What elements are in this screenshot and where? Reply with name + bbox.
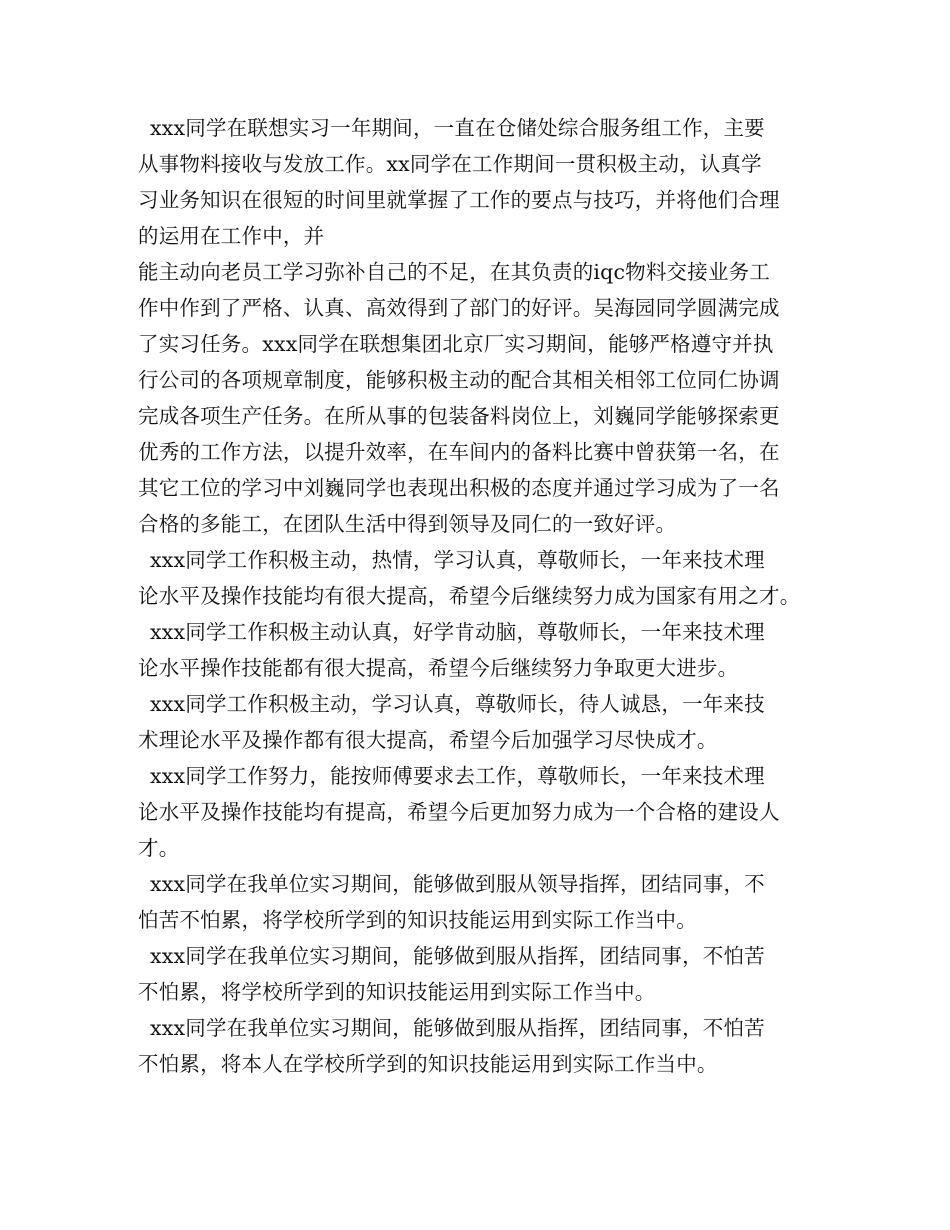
text-line: 行公司的各项规章制度，能够积极主动的配合其相关相邻工位同仁协调 [138, 368, 780, 392]
text-line: xxx同学工作努力，能按师傅要求去工作，尊敬师长，一年来技术理 [150, 764, 765, 788]
text-line: 才。 [138, 836, 180, 860]
text-line: 论水平操作技能都有很大提高，希望今后继续努力争取更大进步。 [138, 656, 739, 680]
text-line: xxx同学在我单位实习期间，能够做到服从指挥，团结同事，不怕苦 [150, 1016, 765, 1040]
paragraph-6 [138, 758, 828, 866]
paragraph-9 [138, 1010, 828, 1082]
text-line: xxx同学在我单位实习期间，能够做到服从指挥，团结同事，不怕苦 [150, 944, 765, 968]
text-line: 论水平及操作技能均有很大提高，希望今后继续努力成为国家有用之才。 [138, 584, 801, 608]
text-line: 怕苦不怕累，将学校所学到的知识技能运用到实际工作当中。 [138, 908, 697, 932]
paragraph-2 [138, 254, 828, 542]
text-line: 不怕累，将学校所学到的知识技能运用到实际工作当中。 [138, 980, 656, 1004]
paragraph-7 [138, 866, 828, 938]
text-line: xxx同学工作积极主动认真，好学肯动脑，尊敬师长，一年来技术理 [150, 620, 765, 644]
text-line: 论水平及操作技能均有提高，希望今后更加努力成为一个合格的建设人 [138, 800, 780, 824]
text-line: 的运用在工作中，并 [138, 224, 325, 248]
text-line: 从事物料接收与发放工作。xx同学在工作期间一贯积极主动，认真学 [138, 152, 762, 176]
text-line: 能主动向老员工学习弥补自己的不足，在其负责的iqc物料交接业务工 [138, 260, 771, 284]
document-page [138, 110, 828, 1082]
text-line: 合格的多能工，在团队生活中得到领导及同仁的一致好评。 [138, 512, 677, 536]
paragraph-1 [138, 110, 828, 254]
text-line: 术理论水平及操作都有很大提高，希望今后加强学习尽快成才。 [138, 728, 718, 752]
text-line: 作中作到了严格、认真、高效得到了部门的好评。吴海园同学圆满完成 [138, 296, 780, 320]
text-line: xxx同学在我单位实习期间，能够做到服从领导指挥，团结同事，不 [150, 872, 765, 896]
paragraph-5 [138, 686, 828, 758]
paragraph-4 [138, 614, 828, 686]
paragraph-3 [138, 542, 828, 614]
text-line: 了实习任务。xxx同学在联想集团北京厂实习期间，能够严格遵守并执 [138, 332, 774, 356]
text-line: 其它工位的学习中刘巍同学也表现出积极的态度并通过学习成为了一名 [138, 476, 780, 500]
text-line: xxx同学工作积极主动，学习认真，尊敬师长，待人诚恳，一年来技 [150, 692, 765, 716]
text-line: 习业务知识在很短的时间里就掌握了工作的要点与技巧，并将他们合理 [138, 188, 780, 212]
text-line: 完成各项生产任务。在所从事的包装备料岗位上，刘巍同学能够探索更 [138, 404, 780, 428]
paragraph-8 [138, 938, 828, 1010]
text-line: xxx同学工作积极主动，热情，学习认真，尊敬师长，一年来技术理 [150, 548, 765, 572]
text-line: 不怕累，将本人在学校所学到的知识技能运用到实际工作当中。 [138, 1052, 718, 1076]
text-line: 优秀的工作方法，以提升效率，在车间内的备料比赛中曾获第一名，在 [138, 440, 780, 464]
text-line: xxx同学在联想实习一年期间，一直在仓储处综合服务组工作，主要 [150, 116, 765, 140]
